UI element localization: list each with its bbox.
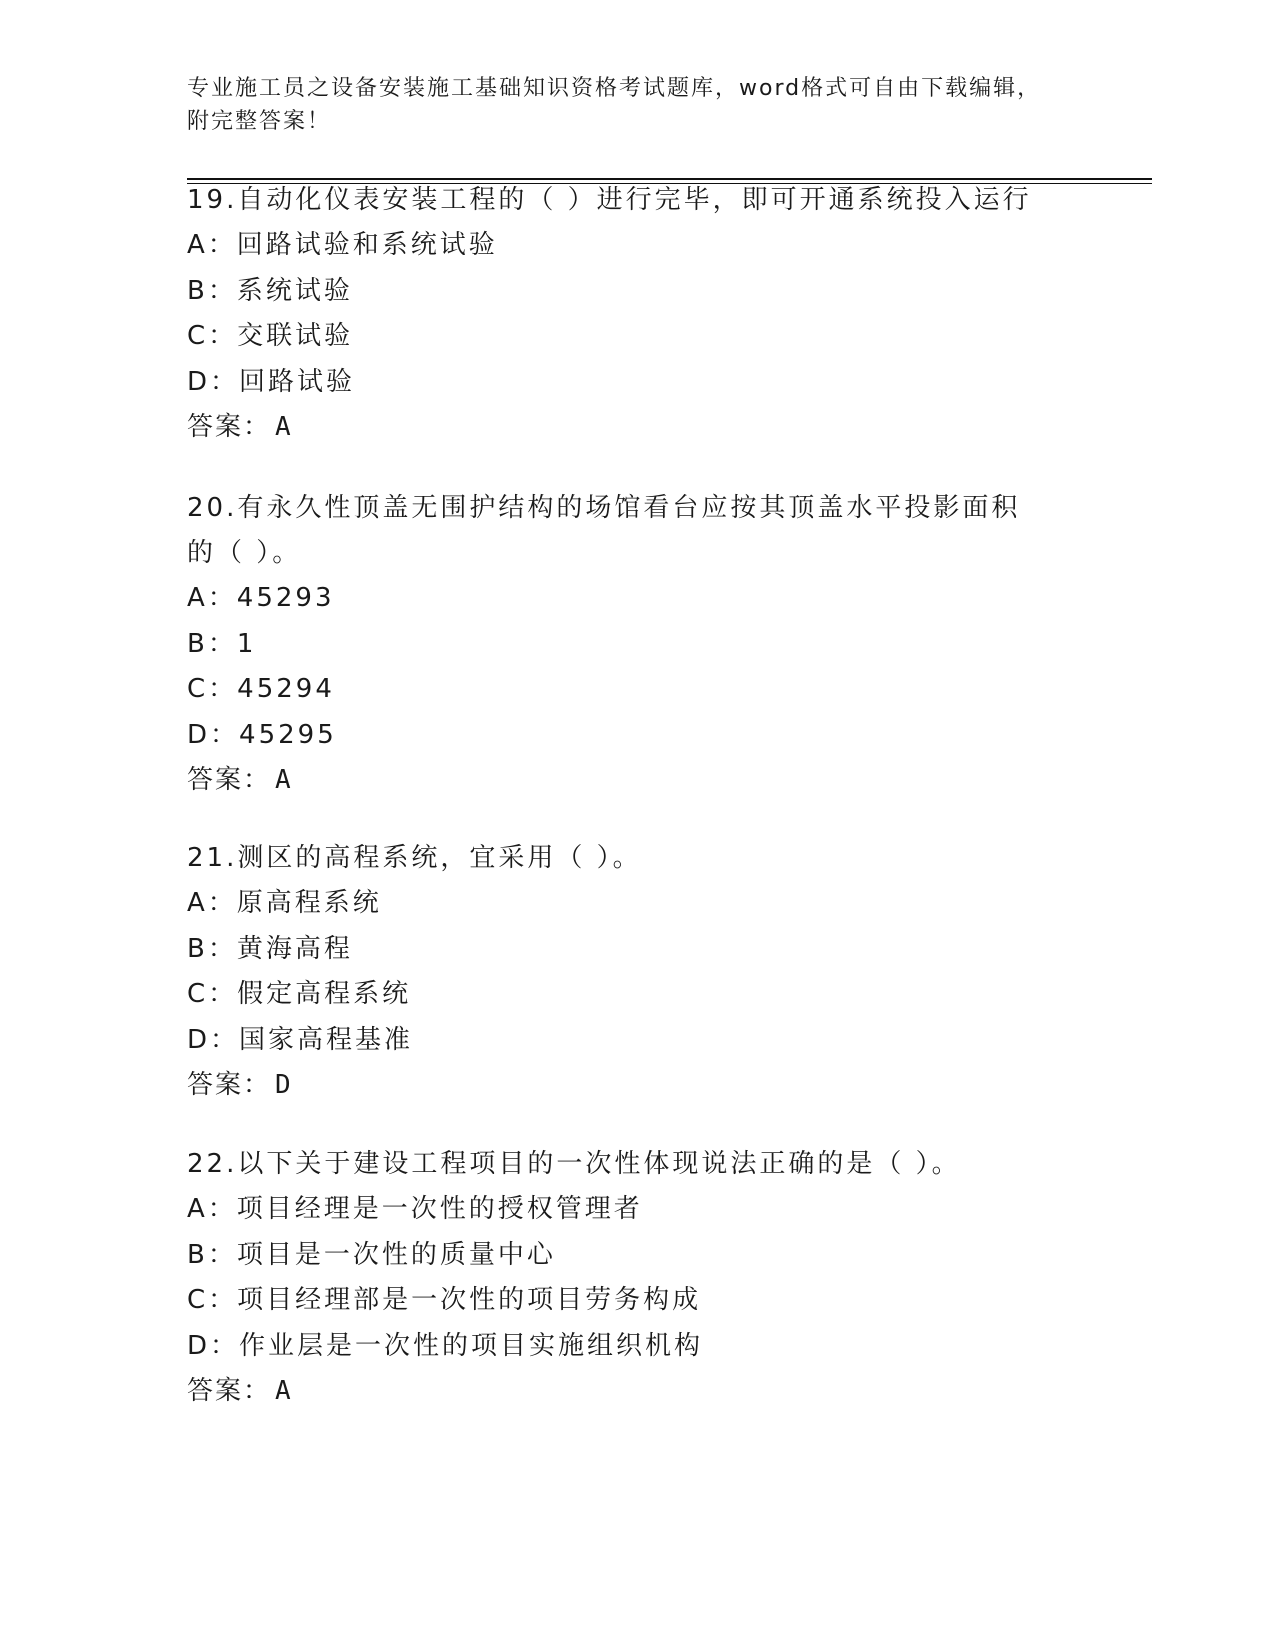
- question-20: [187, 486, 1087, 803]
- question-21: [187, 836, 1087, 1108]
- option-a: A：45293: [187, 583, 335, 613]
- option-d: D：回路试验: [187, 366, 356, 397]
- option-a: A：原高程系统: [187, 888, 382, 918]
- option-c: C：45294: [187, 674, 335, 704]
- option-b: B：1: [187, 628, 257, 659]
- option-c: C：假定高程系统: [187, 979, 412, 1009]
- option-d: D：45295: [187, 719, 337, 750]
- answer-line: [187, 758, 1087, 803]
- answer-value: A: [275, 412, 293, 442]
- answer-value: A: [275, 1376, 293, 1406]
- option-c: C：项目经理部是一次性的项目劳务构成: [187, 1285, 702, 1315]
- header-line-1: 专业施工员之设备安装施工基础知识资格考试题库，word格式可自由下载编辑，: [187, 76, 1042, 101]
- answer-label: 答案：: [187, 1376, 272, 1406]
- answer-value: D: [275, 1070, 293, 1100]
- option-b: B：系统试验: [187, 275, 353, 306]
- answer-value: A: [275, 765, 293, 795]
- document-header: [187, 72, 1087, 138]
- option-d: D：国家高程基准: [187, 1024, 414, 1055]
- answer-line: [187, 1369, 1087, 1414]
- answer-label: 答案：: [187, 412, 272, 442]
- option-a: A：回路试验和系统试验: [187, 230, 498, 260]
- answer-line: [187, 1063, 1087, 1108]
- answer-label: 答案：: [187, 765, 272, 795]
- option-d: D：作业层是一次性的项目实施组织机构: [187, 1330, 704, 1361]
- option-a: A：项目经理是一次性的授权管理者: [187, 1194, 643, 1224]
- question-stem: 19.自动化仪表安装工程的（ ）进行完毕，即可开通系统投入运行: [187, 185, 1032, 215]
- question-19: [187, 178, 1087, 450]
- question-stem: 22.以下关于建设工程项目的一次性体现说法正确的是（ ）。: [187, 1149, 961, 1179]
- answer-label: 答案：: [187, 1070, 272, 1100]
- answer-line: [187, 405, 1087, 450]
- question-stem: 20.有永久性顶盖无围护结构的场馆看台应按其顶盖水平投影面积的（ ）。: [187, 493, 1021, 568]
- option-c: C：交联试验: [187, 321, 354, 351]
- question-stem: 21.测区的高程系统，宜采用（ ）。: [187, 843, 642, 873]
- header-line-2: 附完整答案！: [187, 109, 332, 134]
- question-22: [187, 1142, 1087, 1414]
- option-b: B：黄海高程: [187, 933, 353, 964]
- option-b: B：项目是一次性的质量中心: [187, 1239, 556, 1270]
